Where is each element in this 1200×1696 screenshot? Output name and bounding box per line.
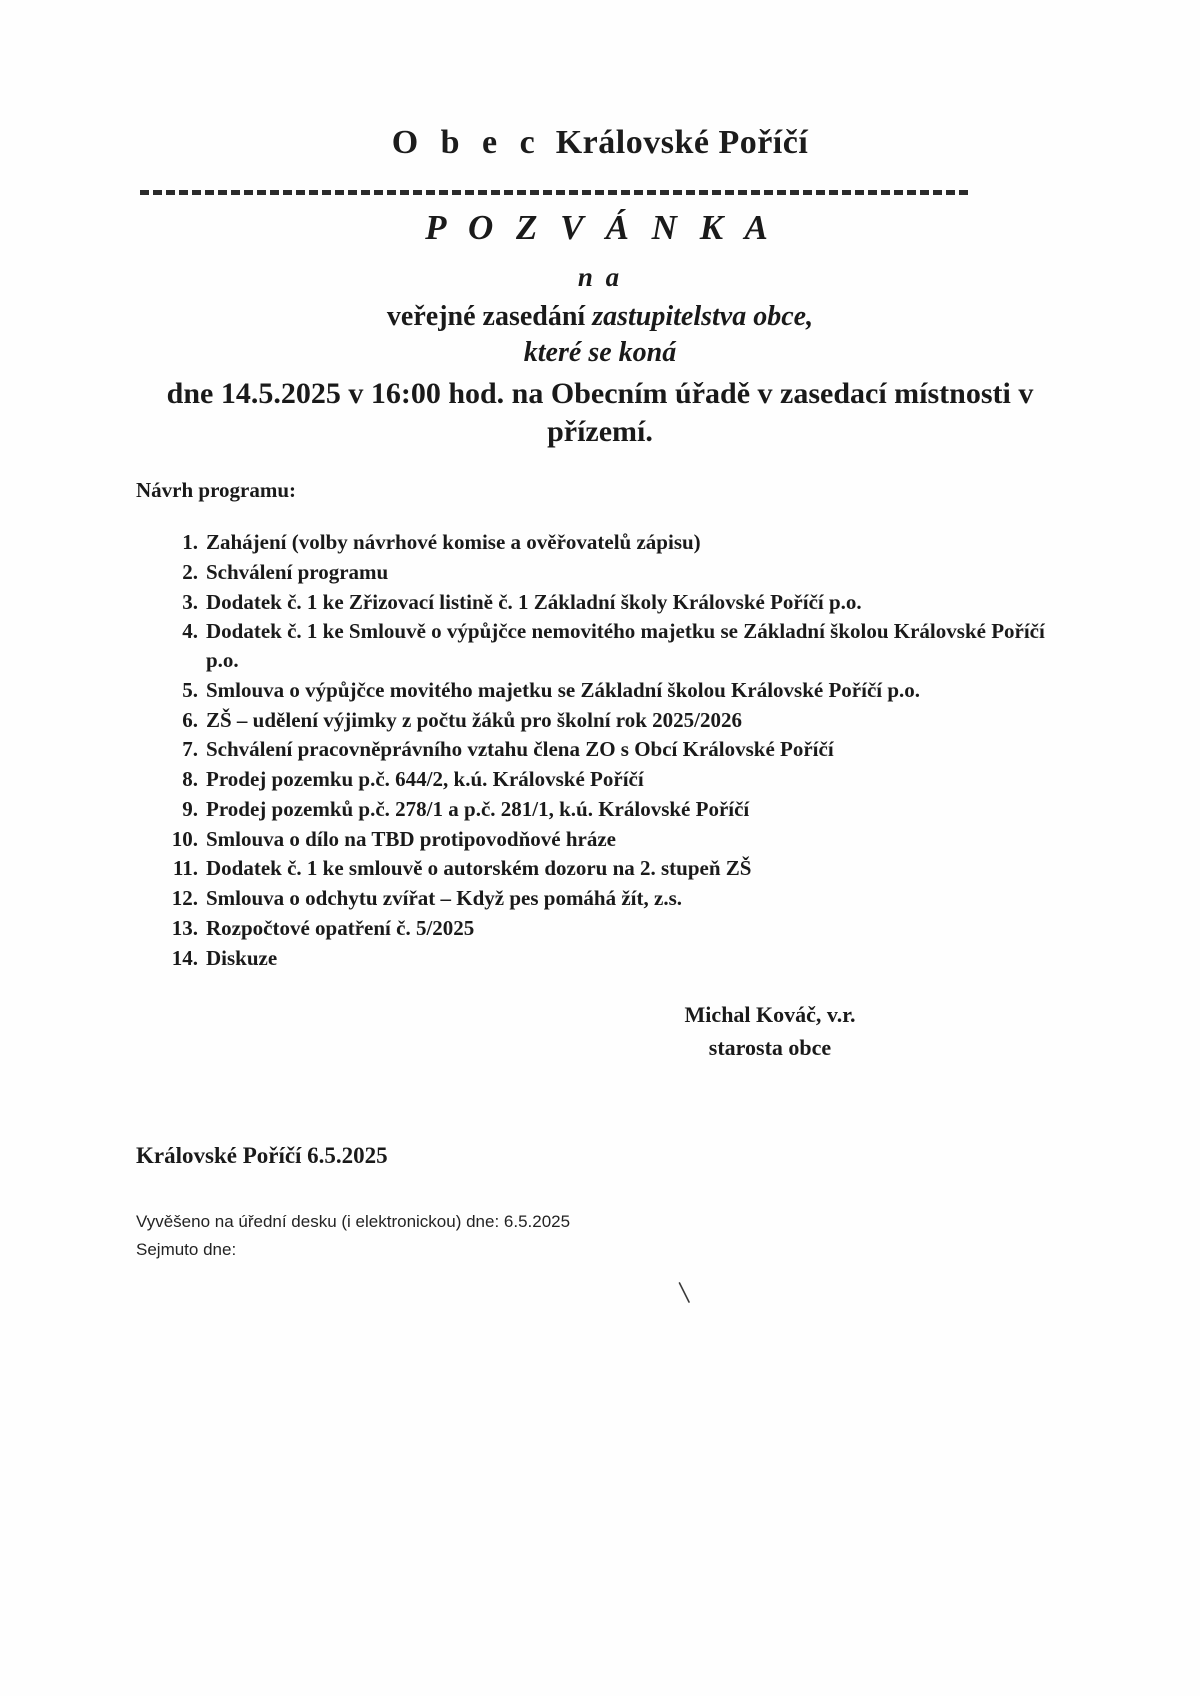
agenda-item-number: 9. <box>182 796 198 821</box>
agenda-item-label: ZŠ – udělení výjimky z počtu žáků pro školní rok 2025/2026 <box>206 707 742 732</box>
agenda-item-number: 3. <box>182 589 198 614</box>
agenda-item-number: 12. <box>171 886 198 911</box>
agenda-item <box>160 588 1060 617</box>
agenda-item-label: Dodatek č. 1 ke Smlouvě o výpůjčce nemovitého majetku se Základní školou Královské Poříčí p.o. <box>206 619 1045 673</box>
agenda-item-number: 11. <box>172 856 198 881</box>
agenda-item <box>160 617 1060 675</box>
agenda-item-number: 4. <box>182 619 198 644</box>
public-session-italic: zastupitelstva obce, <box>592 301 814 332</box>
agenda-item-label: Dodatek č. 1 ke smlouvě o autorském dozoru na 2. stupeň ZŠ <box>206 856 752 881</box>
invitation-title-block <box>130 208 1070 452</box>
agenda-item-number: 13. <box>171 915 198 940</box>
pen-stroke-mark <box>678 1282 692 1304</box>
agenda-item <box>160 914 1060 943</box>
agenda-item-number: 14. <box>171 945 198 970</box>
agenda-item-number: 8. <box>182 767 198 792</box>
signature-name: Michal Kováč, v.r. <box>684 1002 856 1027</box>
agenda-item <box>160 528 1060 557</box>
agenda-item-number: 7. <box>182 737 198 762</box>
invitation-line-which-takes-place: které se koná <box>523 337 677 368</box>
agenda-item-number: 10. <box>171 826 198 851</box>
agenda-item <box>160 884 1060 913</box>
agenda-item-label: Prodej pozemku p.č. 644/2, k.ú. Královské Poříčí <box>206 767 644 792</box>
footer-removed-line: Sejmuto dne: <box>136 1239 237 1259</box>
agenda-item-label: Smlouva o výpůjčce movitého majetku se Základní školou Královské Poříčí p.o. <box>206 677 921 702</box>
footer-posted-line: Vyvěšeno na úřední desku (i elektronickou) dne: 6.5.2025 <box>136 1212 571 1231</box>
signature-role: starosta obce <box>708 1035 832 1060</box>
organization-name: Královské Poříčí <box>555 124 809 161</box>
agenda-item <box>160 854 1060 883</box>
agenda-item-number: 2. <box>182 559 198 584</box>
agenda-heading: Návrh programu: <box>136 478 297 502</box>
agenda-item <box>160 735 1060 764</box>
agenda-item-label: Smlouva o odchytu zvířat – Když pes pomáhá žít, z.s. <box>206 886 683 911</box>
agenda-item <box>160 825 1060 854</box>
agenda-item <box>160 944 1060 973</box>
agenda-item-label: Rozpočtové opatření č. 5/2025 <box>206 915 475 940</box>
place-and-date: Královské Poříčí 6.5.2025 <box>136 1143 388 1168</box>
agenda-item-label: Prodej pozemků p.č. 278/1 a p.č. 281/1, k.ú. Královské Poříčí <box>206 796 750 821</box>
page-title <box>0 124 1200 162</box>
agenda-item-label: Smlouva o dílo na TBD protipovodňové hráze <box>206 826 616 851</box>
agenda-item <box>160 795 1060 824</box>
invitation-line-datetime-place: dne 14.5.2025 v 16:00 hod. na Obecním úřadě v zasedací místnosti v přízemí. <box>166 377 1034 449</box>
agenda-item <box>160 765 1060 794</box>
agenda-item-label: Dodatek č. 1 ke Zřizovací listině č. 1 Základní školy Královské Poříčí p.o. <box>206 589 862 614</box>
agenda-item-label: Schválení programu <box>206 559 389 584</box>
public-session-roman: veřejné zasedání <box>386 301 593 332</box>
invitation-line-public-session <box>130 301 1070 333</box>
agenda-item-number: 1. <box>182 530 198 554</box>
agenda-item-label: Zahájení (volby návrhové komise a ověřovatelů zápisu) <box>206 530 701 554</box>
agenda-item <box>160 558 1060 587</box>
agenda-list <box>160 528 1060 973</box>
horizontal-dashed-divider <box>140 190 968 195</box>
organization-prefix: O b e c <box>391 124 542 161</box>
posting-footer <box>136 1208 570 1263</box>
invitation-heading: P O Z V Á N K A <box>425 208 775 247</box>
signature-block <box>560 998 980 1064</box>
agenda-item-label: Diskuze <box>206 945 278 970</box>
agenda-item <box>160 706 1060 735</box>
agenda-item-number: 6. <box>182 707 198 732</box>
agenda-item <box>160 676 1060 705</box>
agenda-item-number: 5. <box>182 677 198 702</box>
invitation-subheading-na: n a <box>577 262 623 292</box>
agenda-item-label: Schválení pracovněprávního vztahu člena ZO s Obcí Královské Poříčí <box>206 737 834 762</box>
